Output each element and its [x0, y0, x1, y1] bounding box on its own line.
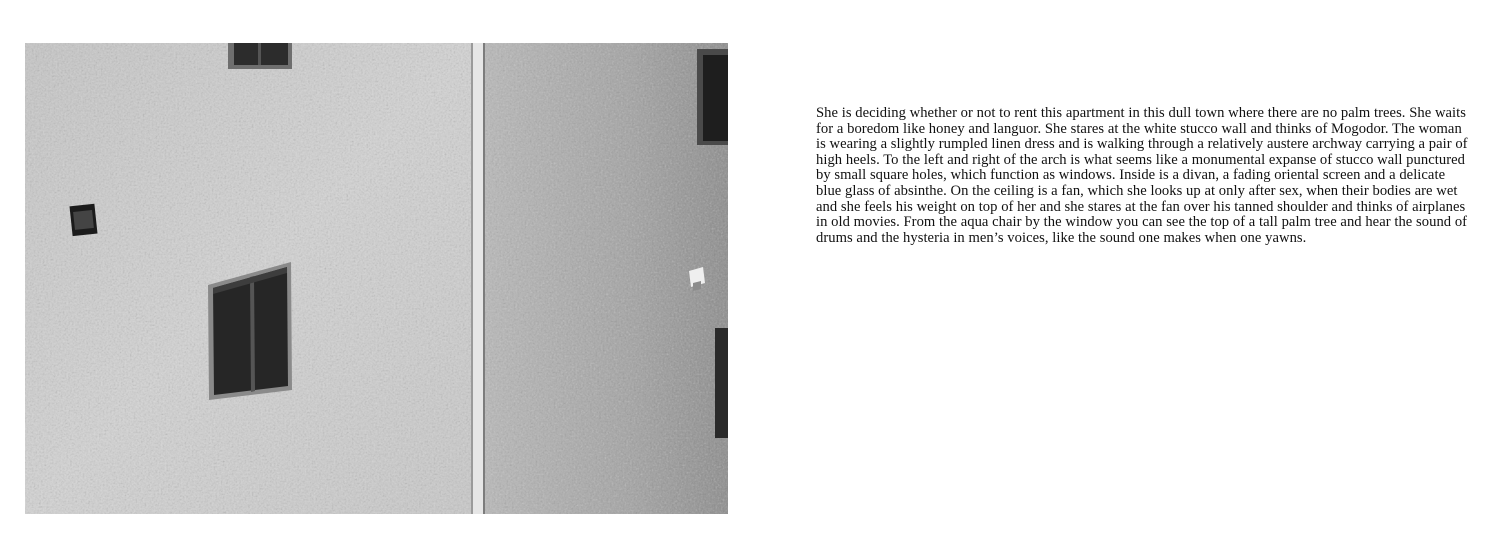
corner-downspout: [471, 43, 485, 514]
main-window: [208, 262, 292, 400]
stucco-building-photo: [25, 43, 728, 514]
top-window: [228, 43, 292, 69]
right-upper-window: [697, 49, 728, 145]
right-lower-window: [715, 328, 728, 438]
caption-text: She is deciding whether or not to rent this apartment in this dull town where there are no palm trees. She waits for a boredom like honey and languor. She stares at the white stucco wall and thinks of Mogodor. The woman is wearing a slightly rumpled linen dress and is walking through a relatively austere archway carrying a pair of high heels. To the left and right of the arch is what seems like a monumental expanse of stucco wall punctured by small square holes, which function as windows. Inside is a divan, a fading oriental screen and a delicate blue glass of absinthe. On the ceiling is a fan, which she looks up at only after sex, when their bodies are wet and she feels his weight on top of her and she stares at the fan over his tanned shoulder and thinks of airplanes in old movies. From the aqua chair by the window you can see the top of a tall palm tree and hear the sound of drums and the hysteria in men’s voices, like the sound one makes when one yawns.: [816, 105, 1468, 246]
address-sign: [69, 204, 97, 236]
